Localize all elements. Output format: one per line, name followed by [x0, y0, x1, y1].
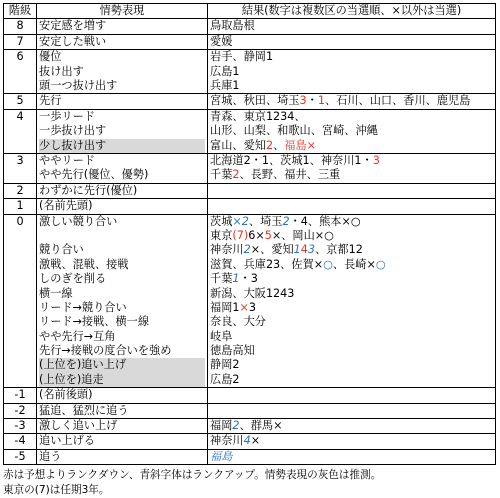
result-cell	[208, 109, 496, 153]
result-cell	[208, 199, 496, 214]
table-row	[4, 153, 496, 183]
table-header-row	[4, 4, 496, 19]
result-segment: 福島×	[284, 138, 317, 152]
expression-cell	[37, 183, 208, 198]
expression-text: リード→競り合い	[39, 300, 127, 314]
expression-text: 激しい競り合い	[39, 214, 118, 228]
level-cell: -4	[4, 434, 37, 449]
expression-cell	[37, 419, 208, 434]
expression-text: 激戦、混戦、接戦	[39, 257, 129, 271]
result-segment: 奈良、大分	[210, 315, 266, 329]
result-segment: 2	[232, 419, 240, 433]
expression-cell	[37, 403, 208, 418]
result-segment: ・3	[239, 272, 258, 286]
result-segment: 愛媛	[210, 34, 233, 48]
footnote: 赤は予想よりランクダウン、青斜字体はランクアップ。情勢表現の灰色は推測。	[3, 469, 382, 482]
expression-text: 横一線	[39, 286, 73, 300]
result-segment: 徳島高知	[210, 344, 255, 358]
result-segment: 1	[317, 94, 325, 108]
document	[3, 3, 495, 498]
result-line	[210, 215, 493, 229]
result-segment: 千葉	[210, 168, 233, 182]
result-segment: 富山、愛知	[210, 138, 266, 152]
result-segment: 千葉	[210, 272, 233, 286]
expression-text: わずかに先行(優位)	[39, 183, 138, 197]
expression-text: 一歩リード	[39, 109, 95, 123]
table-row	[4, 214, 496, 388]
footnote: 東京の(7)は任期3年。	[3, 484, 110, 497]
expression-text: 少し抜け出す	[39, 139, 205, 153]
expression-cell	[37, 153, 208, 183]
result-line	[210, 184, 493, 198]
result-line	[210, 358, 493, 372]
result-segment: ×	[239, 300, 249, 314]
expression-cell	[37, 19, 208, 34]
result-cell	[208, 34, 496, 49]
expression-text: (名前先頭)	[39, 199, 93, 213]
expression-text: 優位	[39, 50, 62, 64]
result-cell	[208, 19, 496, 34]
expression-text	[39, 229, 205, 243]
expression-text: 頭一つ抜け出す	[39, 79, 118, 92]
result-segment: ×、岡山×○	[271, 228, 334, 242]
result-segment: 、京都12	[315, 243, 363, 257]
table-row	[4, 419, 496, 434]
result-line	[210, 19, 493, 33]
result-cell	[208, 94, 496, 109]
result-line	[210, 344, 493, 358]
expression-text: やや先行→互角	[39, 329, 116, 343]
expression-text: 激しく追い上げ	[39, 419, 118, 433]
result-segment: 1	[232, 272, 240, 286]
result-segment: 1	[293, 243, 301, 257]
result-line	[210, 404, 493, 418]
result-line	[210, 301, 493, 315]
result-cell	[208, 183, 496, 198]
result-segment: 広島1	[210, 64, 240, 78]
result-cell	[208, 50, 496, 94]
expression-text: 一歩抜け出す	[39, 124, 107, 138]
result-segment: 福岡1	[210, 300, 240, 314]
result-segment: 5	[264, 228, 272, 242]
level-cell: 0	[4, 214, 37, 388]
expression-text: (名前後頭)	[39, 388, 93, 402]
result-line	[210, 79, 493, 93]
table-row	[4, 19, 496, 34]
result-line	[210, 258, 493, 272]
result-line	[210, 94, 493, 108]
result-segment: 青森、東京1234、	[210, 109, 306, 123]
result-segment: 2	[232, 168, 240, 182]
level-cell: 8	[4, 19, 37, 34]
table-row	[4, 449, 496, 464]
expression-text: 猛追、猛烈に追う	[39, 403, 129, 417]
result-line	[210, 154, 493, 168]
result-line	[210, 272, 493, 286]
level-cell: 3	[4, 153, 37, 183]
result-cell	[208, 388, 496, 403]
table-row	[4, 34, 496, 49]
result-line	[210, 35, 493, 49]
result-line	[210, 434, 493, 448]
level-cell: 7	[4, 34, 37, 49]
expression-text: やや先行(優位、優勢)	[39, 168, 149, 182]
expression-cell	[37, 94, 208, 109]
level-cell: -2	[4, 403, 37, 418]
expression-cell	[37, 199, 208, 214]
table-row	[4, 50, 496, 94]
level-cell: -1	[4, 388, 37, 403]
result-line	[210, 199, 493, 213]
result-segment: 新潟、大阪1243	[210, 286, 295, 300]
result-segment: 岩手、静岡1	[210, 50, 274, 64]
result-line	[210, 330, 493, 344]
footnotes	[3, 468, 495, 498]
expression-text: 先行	[39, 94, 62, 108]
result-line	[210, 124, 493, 138]
table-row	[4, 183, 496, 198]
expression-cell	[37, 214, 208, 388]
result-segment: ×、愛知	[250, 243, 294, 257]
result-cell	[208, 419, 496, 434]
result-line	[210, 139, 493, 153]
result-segment: 東京	[210, 228, 233, 242]
result-segment: 兵庫1	[210, 79, 240, 92]
expression-text: 追い上げる	[39, 434, 95, 448]
result-segment: 4	[300, 243, 308, 257]
result-segment: ○	[375, 257, 386, 271]
expression-text: (上位を)追走	[39, 373, 205, 387]
result-segment: 滋賀、兵庫23、佐賀×	[210, 257, 324, 271]
expression-text: 抜け出す	[39, 64, 84, 78]
result-segment: 鳥取島根	[210, 19, 255, 33]
expression-text: 先行→接戦の度合いを強め	[39, 344, 172, 358]
result-segment: 福島	[210, 449, 233, 463]
expression-cell	[37, 34, 208, 49]
expression-cell	[37, 434, 208, 449]
result-segment: ・	[306, 94, 318, 108]
result-cell	[208, 403, 496, 418]
result-segment: 神奈川	[210, 434, 244, 448]
result-segment: 北海道2・1、茨城1、神奈川1・	[210, 153, 373, 167]
expression-text: しのぎを削る	[39, 272, 107, 286]
forecast-table	[3, 3, 496, 465]
result-segment: 3	[299, 94, 307, 108]
result-segment: 茨城	[210, 214, 233, 228]
result-cell	[208, 449, 496, 464]
result-segment: 、群馬×	[239, 419, 283, 433]
header-result: 結果(数字は複数区の当選順、×以外は当選)	[208, 4, 496, 19]
result-line	[210, 50, 493, 64]
level-cell: 2	[4, 183, 37, 198]
result-segment: 岐阜	[210, 329, 233, 343]
result-segment: 2	[282, 214, 290, 228]
expression-text: ややリード	[39, 153, 95, 167]
table-row	[4, 403, 496, 418]
expression-text: 安定した戦い	[39, 34, 107, 48]
result-line	[210, 450, 493, 464]
result-segment: 、	[273, 138, 285, 152]
result-segment: (7)	[232, 228, 249, 242]
table-row	[4, 434, 496, 449]
expression-text: 競り合い	[39, 243, 84, 257]
table-row	[4, 109, 496, 153]
result-segment: 6×	[248, 228, 265, 242]
result-segment: 神奈川	[210, 243, 244, 257]
result-line	[210, 373, 493, 387]
expression-text: 安定感を増す	[39, 19, 107, 33]
header-level: 階級	[4, 4, 37, 19]
result-line	[210, 110, 493, 124]
expression-cell	[37, 109, 208, 153]
result-segment: 山形、山梨、和歌山、宮崎、沖縄	[210, 124, 378, 138]
expression-cell	[37, 388, 208, 403]
table-row	[4, 94, 496, 109]
result-line	[210, 168, 493, 182]
result-line	[210, 388, 493, 402]
result-segment: 、長野、福井、三重	[239, 168, 341, 182]
result-line	[210, 243, 493, 257]
level-cell: 4	[4, 109, 37, 153]
result-segment: 広島2	[210, 372, 240, 386]
result-line	[210, 315, 493, 329]
result-segment: 3	[248, 300, 256, 314]
result-segment: 3	[372, 153, 380, 167]
result-line	[210, 229, 493, 243]
level-cell: 5	[4, 94, 37, 109]
result-cell	[208, 434, 496, 449]
table-row	[4, 199, 496, 214]
result-segment: ・4、熊本×○	[289, 214, 361, 228]
expression-cell	[37, 449, 208, 464]
expression-cell	[37, 50, 208, 94]
result-segment: 、埼玉	[248, 214, 283, 228]
result-segment: ○	[323, 257, 333, 271]
result-line	[210, 65, 493, 79]
level-cell: -3	[4, 419, 37, 434]
result-segment: 3	[307, 243, 316, 257]
result-segment: ×	[250, 434, 261, 448]
expression-text: リード→接戦、横一線	[39, 315, 150, 329]
level-cell: 1	[4, 199, 37, 214]
table-body	[4, 19, 496, 465]
result-segment: 2	[265, 138, 274, 152]
result-segment: 2	[243, 243, 251, 257]
result-segment: 、石川、山口、香川、鹿児島	[324, 94, 471, 108]
result-segment: ×2	[232, 214, 249, 228]
result-cell	[208, 214, 496, 388]
result-segment: 宮城、秋田、埼玉	[210, 94, 300, 108]
table-row	[4, 388, 496, 403]
header-expression: 情勢表現	[37, 4, 208, 19]
result-segment: 福岡	[210, 419, 233, 433]
expression-text: (上位を)追い上げ	[39, 358, 205, 372]
result-segment: 4	[243, 434, 251, 448]
expression-text: 追う	[39, 449, 62, 463]
level-cell: -5	[4, 449, 37, 464]
result-cell	[208, 153, 496, 183]
result-line	[210, 287, 493, 301]
result-segment: 、長崎×	[332, 257, 376, 271]
result-line	[210, 419, 493, 433]
level-cell: 6	[4, 50, 37, 94]
result-segment: 静岡2	[210, 358, 240, 372]
